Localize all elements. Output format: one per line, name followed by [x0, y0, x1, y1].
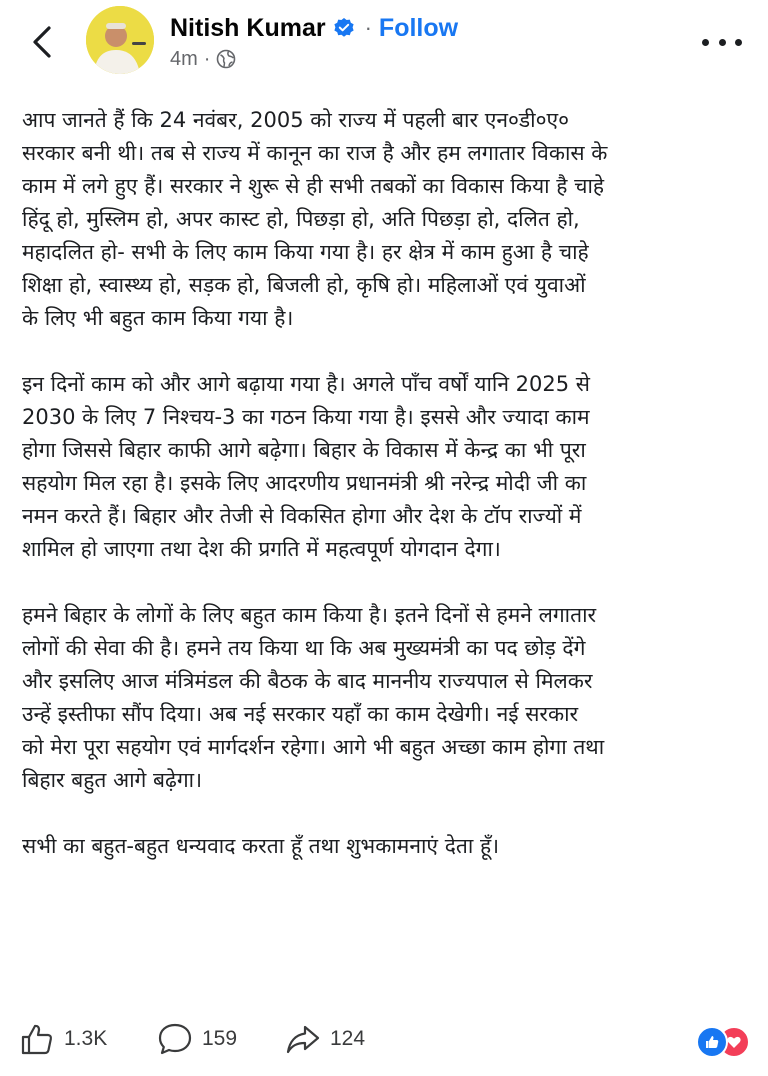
more-options-icon[interactable]	[702, 28, 742, 56]
comment-bubble-icon	[158, 1022, 192, 1056]
share-arrow-icon	[286, 1022, 320, 1056]
post-actions	[0, 1014, 768, 1064]
share-count: 124	[330, 1027, 366, 1050]
post-paragraph: हमने बिहार के लोगों के लिए बहुत काम किया है। इतने दिनों से हमने लगातार लोगों की सेवा की है। हमने तय किया था कि अब मुख्यमंत्री का पद छोड़ देंगे और इसलिए आज मंत्रिमंडल की बैठक के बाद माननीय राज्यपाल से मिलकर उन्हें इस्तीफा सौंप दिया। अब नई सरकार यहाँ का काम देखेगी। नई सरकार को मेरा पूरा सहयोग एवं मार्गदर्शन रहेगा। आगे भी बहुत अच्छा काम होगा तथा बिहार बहुत आगे बढ़ेगा।	[22, 603, 605, 792]
more-dot	[702, 39, 709, 46]
back-button[interactable]	[22, 22, 62, 62]
like-reaction-icon	[696, 1026, 728, 1058]
thumbs-up-icon	[20, 1022, 54, 1056]
post-header	[0, 0, 768, 90]
post-paragraph: सभी का बहुत-बहुत धन्यवाद करता हूँ तथा शुभकामनाएं देता हूँ।	[22, 834, 500, 858]
verified-badge-icon	[333, 17, 355, 39]
name-separator: ·	[364, 15, 372, 40]
like-button[interactable]	[20, 1022, 107, 1056]
post-paragraph: आप जानते हैं कि 24 नवंबर, 2005 को राज्य में पहली बार एन०डी०ए० सरकार बनी थी। तब से राज्य में कानून का राज है और हम लगातार विकास के काम में लगे हुए हैं। सरकार ने शुरू से ही सभी तबकों का विकास किया है चाहे हिंदू हो, मुस्लिम हो, अपर कास्ट हो, पिछड़ा हो, अति पिछड़ा हो, दलित हो, महादलित हो- सभी के लिए काम किया गया है। हर क्षेत्र में काम हुआ है चाहे शिक्षा हो, स्वास्थ्य हो, सड़क हो, बिजली हो, कृषि हो। महिलाओं एवं युवाओं के लिए भी बहुत काम किया गया है।	[22, 108, 608, 330]
more-dot	[719, 39, 726, 46]
meta-separator: ·	[203, 47, 211, 70]
comment-count: 159	[202, 1027, 238, 1050]
more-dot	[735, 39, 742, 46]
globe-icon	[216, 49, 236, 69]
post-time[interactable]: 4m	[170, 47, 198, 70]
like-count: 1.3K	[64, 1027, 108, 1050]
share-button[interactable]	[286, 1022, 365, 1056]
post-text	[22, 104, 750, 863]
avatar[interactable]	[86, 6, 154, 74]
post-meta	[170, 46, 236, 72]
profile-photo	[86, 6, 154, 74]
post-paragraph: इन दिनों काम को और आगे बढ़ाया गया है। अगले पाँच वर्षों यानि 2025 से 2030 के लिए 7 निश्चय-3 का गठन किया गया है। इससे और ज्यादा काम होगा जिससे बिहार काफी आगे बढ़ेगा। बिहार के विकास में केन्द्र का भी पूरा सहयोग मिल रहा है। इसके लिए आदरणीय प्रधानमंत्री श्री नरेन्द्र मोदी जी का नमन करते हैं। बिहार और तेजी से विकसित होगा और देश के टॉप राज्यों में शामिल हो जाएगा तथा देश की प्रगति में महत्वपूर्ण योगदान देगा।	[22, 372, 590, 561]
reactions-summary[interactable]	[696, 1026, 748, 1056]
comment-button[interactable]	[158, 1022, 237, 1056]
back-arrow-icon	[31, 25, 53, 59]
author-name[interactable]: Nitish Kumar	[170, 13, 326, 42]
follow-button[interactable]: Follow	[378, 13, 459, 42]
